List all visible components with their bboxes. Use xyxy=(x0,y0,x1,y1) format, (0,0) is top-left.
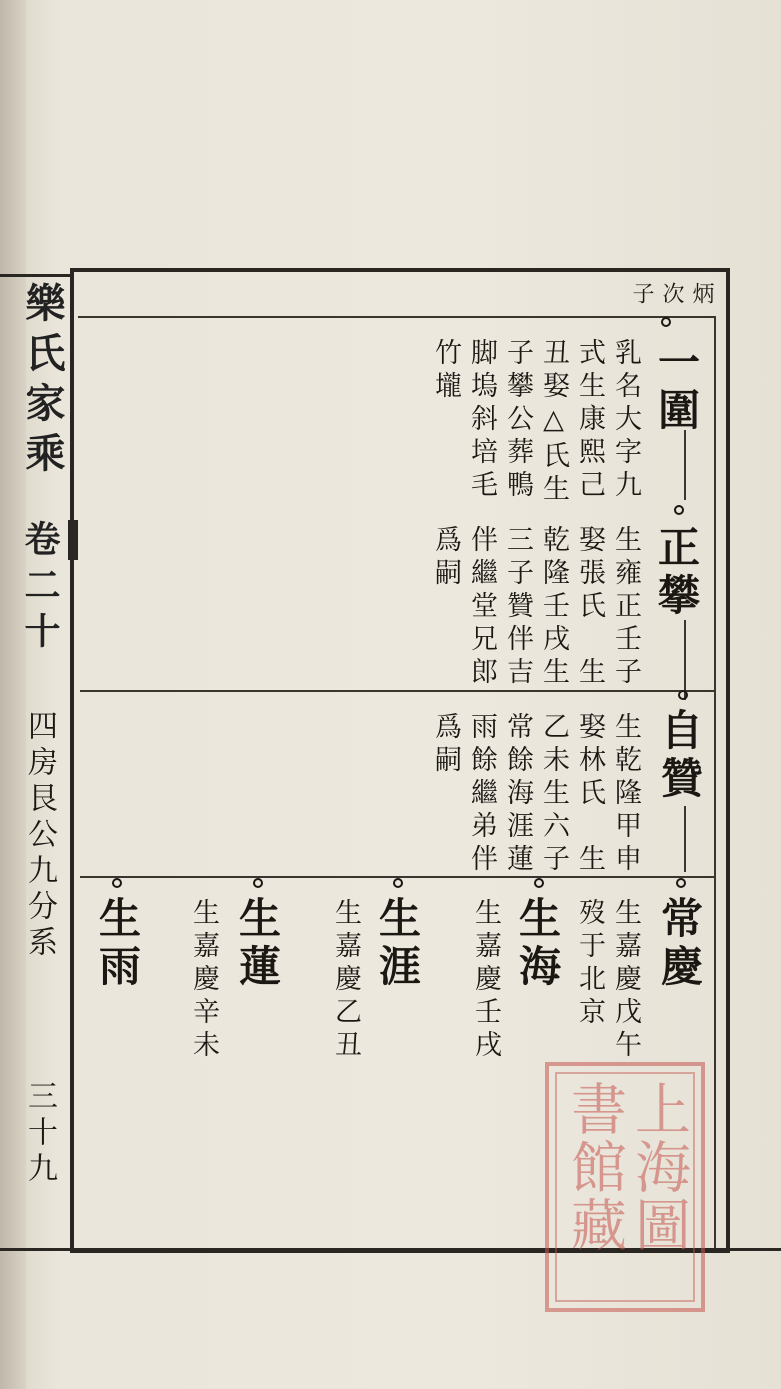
connector-1 xyxy=(684,430,686,500)
entry-line: 式生康熙己 xyxy=(574,338,605,503)
margin-rule xyxy=(0,274,74,277)
person-name: 正攀 xyxy=(652,525,701,621)
person-name: 生海 xyxy=(513,896,562,992)
entry-line: 爲嗣 xyxy=(430,525,461,591)
entry-line: 生乾隆甲申 xyxy=(610,712,641,877)
entry-line: 子攀公葬鴨 xyxy=(502,338,533,503)
marker-circle xyxy=(674,505,684,515)
person-name: 常慶 xyxy=(655,896,704,992)
entry-line: 生嘉慶乙丑 xyxy=(330,898,361,1063)
connector-2 xyxy=(684,620,686,700)
entry-line: 常餘海涯蓮 xyxy=(502,712,533,877)
entry-line: 生嘉慶壬戌 xyxy=(470,898,501,1063)
seal-text-right: 上海圖 xyxy=(626,1080,691,1254)
entry-line: 生嘉慶戊午 xyxy=(610,898,641,1063)
marker-circle xyxy=(676,878,686,888)
entry-line: 歿于北京 xyxy=(574,898,605,1030)
entry-line: 乙未生六子 xyxy=(538,712,569,877)
entry-line: 爲嗣 xyxy=(430,712,461,778)
entry-line: 生嘉慶辛未 xyxy=(188,898,219,1063)
book-title: 樂氏家乘 xyxy=(19,282,66,482)
person-name: 生蓮 xyxy=(233,896,282,992)
person-name: 生涯 xyxy=(373,896,422,992)
entry-line: 娶張氏 生 xyxy=(574,525,605,690)
entry-line: 乳名大字九 xyxy=(610,338,641,503)
entry-line: 雨餘繼弟伴 xyxy=(466,712,497,877)
marker-circle xyxy=(393,878,403,888)
seal-text-left: 書館藏 xyxy=(562,1080,627,1254)
entry-line: 丑娶△氏生 xyxy=(538,338,569,507)
marker-circle xyxy=(534,878,544,888)
entry-line: 生雍正壬子 xyxy=(610,525,641,690)
entry-line: 娶林氏 生 xyxy=(574,712,605,877)
marker-circle xyxy=(112,878,122,888)
header-label-mid: 次 xyxy=(659,282,684,306)
connector-3 xyxy=(684,806,686,872)
library-seal xyxy=(545,1062,705,1312)
branch-label: 四房艮公九分系 xyxy=(22,710,57,962)
header-label-top: 炳 xyxy=(689,282,714,306)
header-label-bot: 子 xyxy=(629,282,654,306)
marker-circle xyxy=(661,317,671,327)
marker-circle xyxy=(678,690,688,700)
row-divider-1 xyxy=(80,690,714,692)
entry-line: 竹壠 xyxy=(430,338,461,404)
person-name: 生雨 xyxy=(93,896,142,992)
person-name: 一圍 xyxy=(652,340,701,436)
entry-line: 乾隆壬戌生 xyxy=(538,525,569,690)
fishtail-mark xyxy=(68,520,78,560)
volume-label: 卷二十 xyxy=(19,520,61,658)
person-name: 自贊 xyxy=(655,708,704,804)
entry-line: 脚塢斜培毛 xyxy=(466,338,497,503)
page-number: 三十九 xyxy=(22,1080,57,1188)
marker-circle xyxy=(253,878,263,888)
entry-line: 伴繼堂兄郎 xyxy=(466,525,497,690)
entry-line: 三子贊伴吉 xyxy=(502,525,533,690)
